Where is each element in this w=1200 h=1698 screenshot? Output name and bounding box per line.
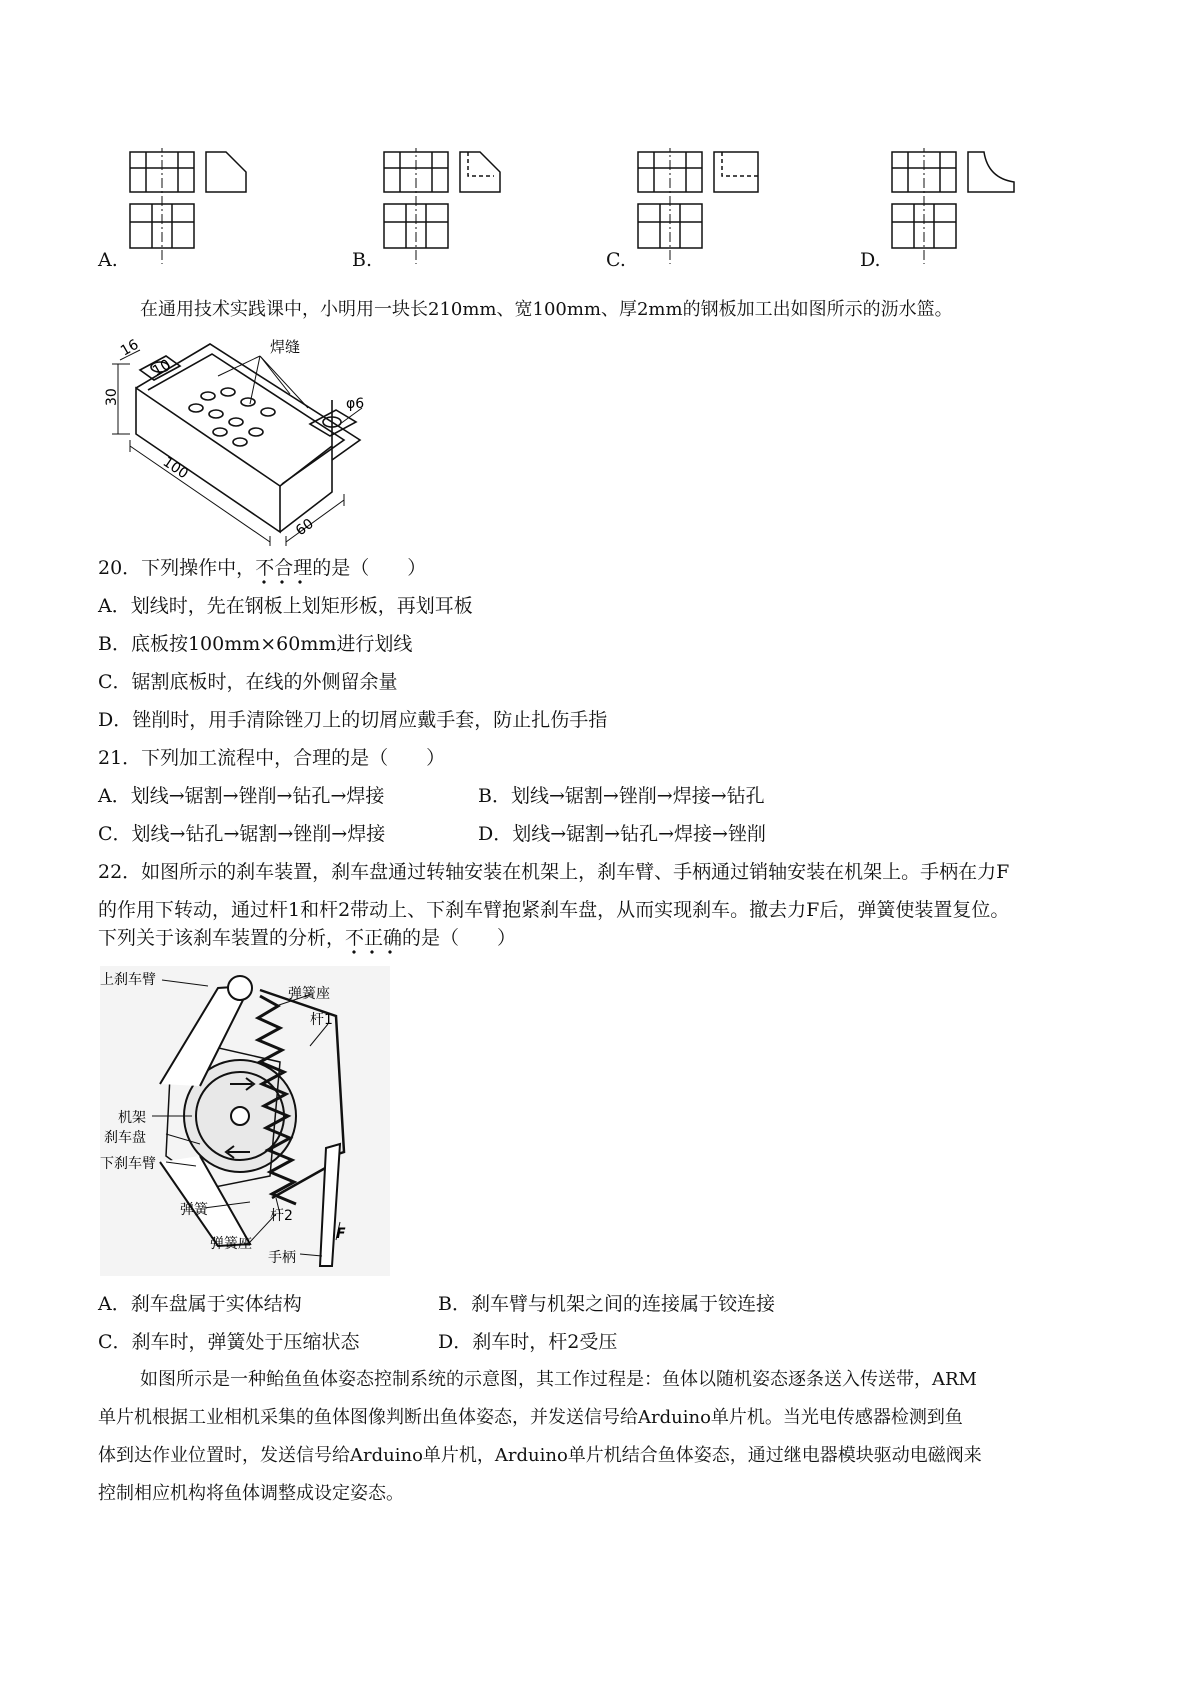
brake-label-spring-seat-bottom: 弹簧座 — [210, 1236, 252, 1252]
q20-option-c[interactable]: C．锯割底板时，在线的外侧留余量 — [98, 671, 398, 693]
q22-stem-pre: 下列关于该刹车装置的分析， — [98, 927, 346, 949]
basket-dim-100: 100 — [159, 454, 191, 483]
brake-label-disc: 刹车盘 — [104, 1130, 146, 1146]
q21-option-d[interactable]: D．划线→锯割→钻孔→焊接→锉削 — [478, 823, 766, 845]
q20-option-d[interactable]: D．锉削时，用手清除锉刀上的切屑应戴手套，防止扎伤手指 — [98, 709, 608, 731]
q21-stem: 21．下列加工流程中，合理的是（ ） — [98, 747, 446, 769]
q19-option-a[interactable] — [98, 148, 278, 271]
q20-option-b[interactable]: B．底板按100mm×60mm进行划线 — [98, 633, 413, 655]
brake-label-spring-seat-top: 弹簧座 — [288, 986, 330, 1002]
q20-stem-emphasis: 不合理 — [255, 557, 312, 585]
basket-figure — [100, 336, 390, 546]
basket-dim-30: 30 — [104, 388, 120, 406]
q21-option-c[interactable]: C．划线→钻孔→锯割→锉削→焊接 — [98, 823, 386, 845]
q19-option-b-drawing — [382, 148, 532, 268]
q20-stem-post: 的是（ ） — [312, 557, 427, 579]
q22-stem-line1: 22．如图所示的刹车装置，刹车盘通过转轴安装在机架上，刹车臂、手柄通过销轴安装在机架上。手柄在力F — [98, 861, 1010, 883]
q22-option-c[interactable]: C．刹车时，弹簧处于压缩状态 — [98, 1331, 360, 1353]
brake-label-lower-arm: 下刹车臂 — [100, 1156, 156, 1172]
q22-stem-line2: 的作用下转动，通过杆1和杆2带动上、下刹车臂抱紧刹车盘，从而实现刹车。撤去力F后，弹簧使装置复位。 — [98, 899, 1010, 921]
q20-option-a[interactable]: A．划线时，先在钢板上划矩形板，再划耳板 — [98, 595, 473, 617]
q19-option-b[interactable] — [352, 148, 532, 271]
passage-fish-line2: 单片机根据工业相机采集的鱼体图像判断出鱼体姿态，并发送信号给Arduino单片机。当光电传感器检测到鱼 — [98, 1407, 963, 1428]
q19-option-c[interactable] — [606, 148, 786, 271]
q20-stem — [98, 556, 426, 580]
q19-option-c-drawing — [636, 148, 786, 268]
passage-fish-line4: 控制相应机构将鱼体调整成设定姿态。 — [98, 1483, 404, 1504]
q20-stem-pre: 20．下列操作中， — [98, 557, 256, 579]
brake-label-frame: 机架 — [118, 1110, 146, 1126]
basket-dim-60: 60 — [292, 515, 317, 540]
q22-stem-emphasis: 不正确 — [345, 927, 402, 955]
q21-option-b[interactable]: B．划线→锯割→锉削→焊接→钻孔 — [478, 785, 765, 807]
q22-option-b[interactable]: B．刹车臂与机架之间的连接属于铰连接 — [438, 1293, 775, 1315]
brake-label-rod2: 杆2 — [270, 1208, 293, 1224]
q22-option-a[interactable]: A．刹车盘属于实体结构 — [98, 1293, 302, 1315]
brake-label-handle: 手柄 — [268, 1250, 296, 1266]
brake-label-rod1: 杆1 — [310, 1012, 333, 1028]
basket-dim-16: 16 — [118, 336, 142, 360]
q19-option-d-label: D. — [860, 249, 881, 271]
q19-option-c-label: C. — [606, 249, 626, 271]
brake-label-force: F — [336, 1226, 346, 1242]
passage-fish-line1: 如图所示是一种鲐鱼鱼体姿态控制系统的示意图，其工作过程是：鱼体以随机姿态逐条送入传送带，ARM — [140, 1369, 977, 1390]
brake-figure — [100, 966, 390, 1276]
q22-option-d[interactable]: D．刹车时，杆2受压 — [438, 1331, 618, 1353]
q19-option-d[interactable] — [860, 148, 1040, 271]
brake-label-upper-arm: 上刹车臂 — [100, 972, 156, 988]
basket-dim-phi6: φ6 — [346, 396, 365, 412]
brake-label-spring: 弹簧 — [180, 1202, 208, 1218]
basket-weld-label: 焊缝 — [270, 338, 301, 356]
passage-basket-intro: 在通用技术实践课中，小明用一块长210mm、宽100mm、厚2mm的钢板加工出如图所示的沥水篮。 — [140, 299, 953, 320]
q19-option-a-drawing — [128, 148, 278, 268]
passage-fish-line3: 体到达作业位置时，发送信号给Arduino单片机，Arduino单片机结合鱼体姿态，通过继电器模块驱动电磁阀来 — [98, 1445, 982, 1466]
q19-option-d-drawing — [890, 148, 1040, 268]
q22-stem-line3 — [98, 926, 516, 950]
basket-dim-10: 10 — [150, 356, 174, 380]
q19-option-a-label: A. — [98, 249, 118, 271]
q22-stem-post: 的是（ ） — [402, 927, 517, 949]
q19-option-b-label: B. — [352, 249, 373, 271]
q21-option-a[interactable]: A．划线→锯割→锉削→钻孔→焊接 — [98, 785, 385, 807]
